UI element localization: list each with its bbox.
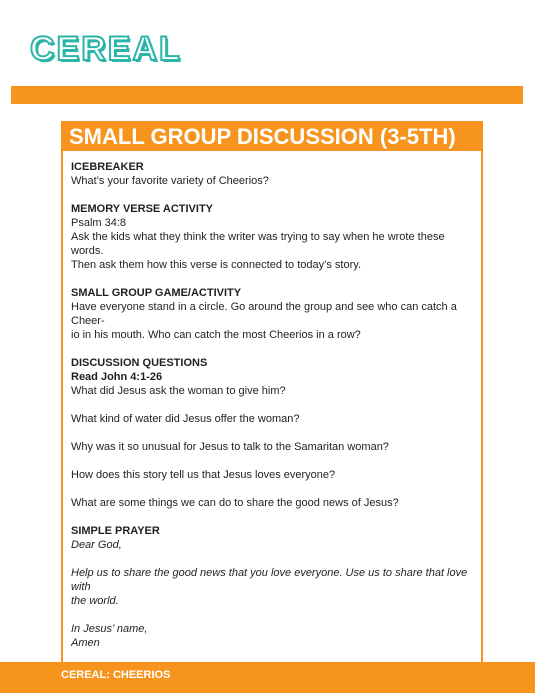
prayer-heading: SIMPLE PRAYER [71,525,160,537]
memory-verse-reference: Psalm 34:8 [71,217,127,229]
discussion-question: Why was it so unusual for Jesus to talk to the Samaritan woman? [71,441,389,453]
icebreaker-heading: ICEBREAKER [71,161,144,173]
discussion-section [71,356,477,510]
lesson-body [71,160,477,650]
discussion-question: What did Jesus ask the woman to give him? [71,385,286,397]
prayer-greeting: Dear God, [71,539,122,551]
game-line: io in his mouth. Who can catch the most Cheerios in a row? [71,329,361,341]
memory-verse-heading: MEMORY VERSE ACTIVITY [71,203,214,215]
icebreaker-section [71,160,477,188]
icebreaker-text: What’s your favorite variety of Cheerios? [71,175,269,187]
memory-verse-line: Ask the kids what they think the writer was trying to say when he wrote these words. [71,231,445,257]
section-banner [61,121,483,151]
top-accent-bar [11,86,523,104]
discussion-question: What kind of water did Jesus offer the woman? [71,413,300,425]
discussion-reading: Read John 4:1-26 [71,371,163,383]
game-line: Have everyone stand in a circle. Go around the group and see who can catch a Cheer- [71,301,457,327]
prayer-closing-line: Amen [71,637,100,649]
prayer-body-line: the world. [71,595,119,607]
prayer-body-line: Help us to share the good news that you love everyone. Use us to share that love with [71,567,468,593]
footer-bar [0,662,535,693]
discussion-heading: DISCUSSION QUESTIONS [71,357,208,369]
prayer-section [71,524,477,650]
memory-verse-line: Then ask them how this verse is connected to today’s story. [71,259,362,271]
prayer-closing-line: In Jesus’ name, [71,623,148,635]
discussion-question: How does this story tell us that Jesus loves everyone? [71,469,336,481]
cereal-logo: CEREAL [30,30,182,68]
discussion-question: What are some things we can do to share the good news of Jesus? [71,497,399,509]
memory-verse-section [71,202,477,272]
page-title: SMALL GROUP DISCUSSION (3-5TH) [69,124,456,149]
game-heading: SMALL GROUP GAME/ACTIVITY [71,287,242,299]
game-section [71,286,477,342]
footer-label: CEREAL: CHEERIOS [61,669,171,681]
